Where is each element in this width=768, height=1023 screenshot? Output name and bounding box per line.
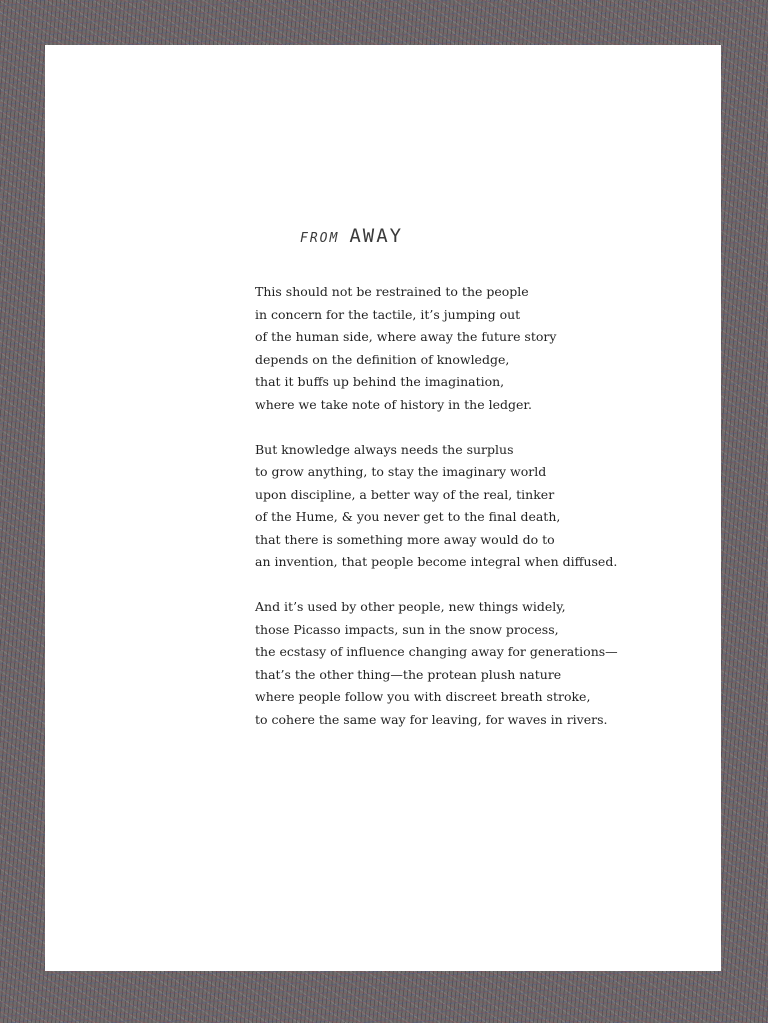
poem-line: an invention, that people become integral when diffused.	[255, 554, 618, 569]
poem-line: in concern for the tactile, it’s jumping out	[255, 306, 521, 322]
poem-title	[300, 225, 403, 247]
poem-line: those Picasso impacts, sun in the snow process,	[255, 621, 559, 637]
poem-line: upon discipline, a better way of the real, tinker	[255, 486, 555, 502]
poem-line: This should not be restrained to the people	[255, 284, 529, 299]
title-main: AWAY	[349, 225, 404, 247]
poem-line: depends on the definition of knowledge,	[255, 351, 510, 367]
stanza-1	[255, 281, 695, 416]
poem-line: that it buffs up behind the imagination,	[255, 374, 505, 389]
poem-line: But knowledge always needs the surplus	[255, 441, 514, 457]
poem-body	[255, 281, 695, 754]
stanza-3	[255, 596, 695, 731]
poem-line: where we take note of history in the ledger.	[255, 396, 532, 412]
poem-line: of the human side, where away the future story	[255, 329, 557, 344]
stanza-2	[255, 439, 695, 574]
poem-line: to grow anything, to stay the imaginary world	[255, 464, 547, 479]
poem-page	[45, 45, 721, 971]
poem-line: that there is something more away would do to	[255, 531, 555, 547]
title-prefix: FROM	[300, 231, 340, 246]
poem-line: the ecstasy of influence changing away for generations—	[255, 644, 618, 659]
poem-line: where people follow you with discreet breath stroke,	[255, 689, 591, 704]
poem-line: to cohere the same way for leaving, for waves in rivers.	[255, 711, 608, 727]
poem-line: that’s the other thing—the protean plush nature	[255, 666, 562, 682]
poem-line: And it’s used by other people, new things widely,	[255, 599, 566, 614]
poem-line: of the Hume, & you never get to the final death,	[255, 509, 561, 524]
